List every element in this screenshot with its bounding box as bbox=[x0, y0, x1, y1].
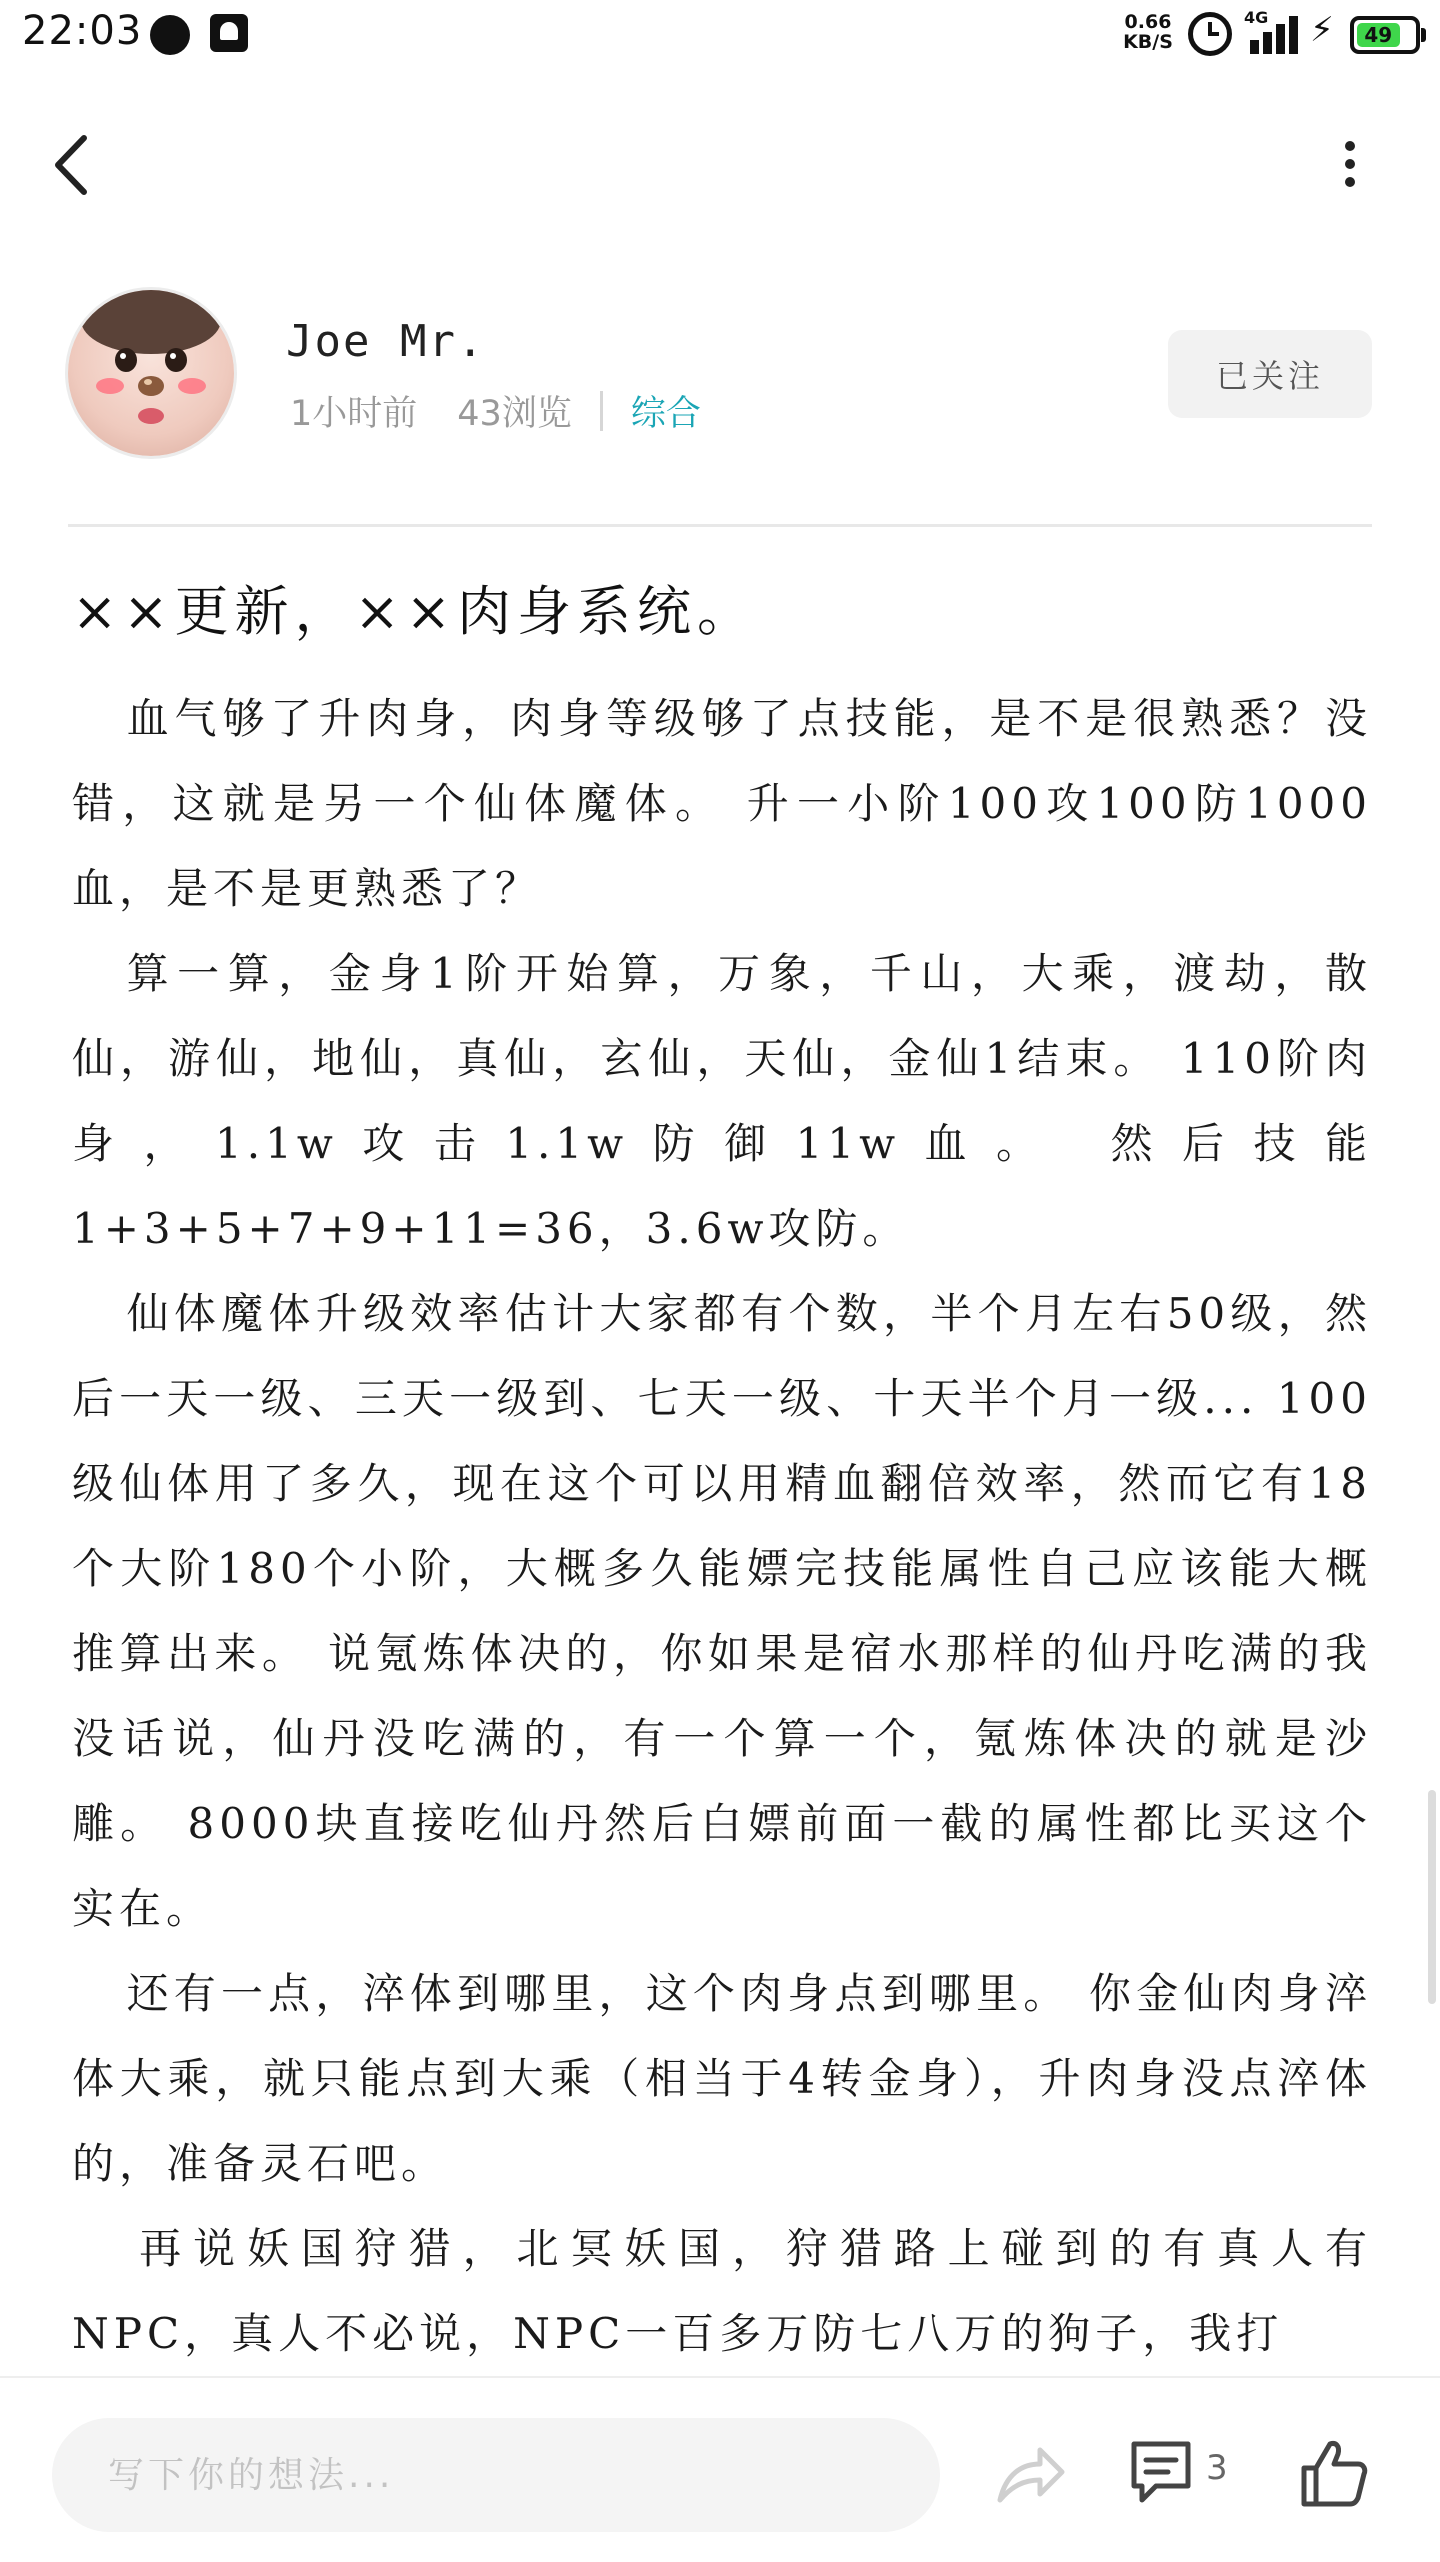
notification-dot-icon bbox=[150, 15, 190, 55]
thumbs-up-icon bbox=[1294, 2430, 1374, 2516]
author-name[interactable]: Joe Mr. bbox=[286, 316, 486, 367]
article-paragraph: 算一算，金身1阶开始算，万象，千山，大乘，渡劫，散仙，游仙，地仙，真仙，玄仙，天仙，金仙1结束。 110阶肉身，1.1w攻击1.1w防御11w血。 然后技能1+3+5+7+9+11=36，3.6w攻防。 bbox=[72, 949, 1372, 1253]
share-button[interactable] bbox=[990, 2434, 1070, 2514]
status-bar bbox=[0, 0, 1440, 70]
comment-icon bbox=[1126, 2430, 1196, 2516]
scrollbar-thumb[interactable] bbox=[1428, 1790, 1436, 2004]
article-paragraph: 还有一点，淬体到哪里，这个肉身点到哪里。 你金仙肉身淬体大乘，就只能点到大乘（相当于4转金身），升肉身没点淬体的，准备灵石吧。 bbox=[72, 1969, 1372, 2188]
post-category[interactable]: 综合 bbox=[630, 394, 701, 434]
comments-button[interactable] bbox=[1126, 2430, 1256, 2516]
article-body bbox=[72, 676, 1372, 2376]
back-button[interactable] bbox=[40, 120, 110, 210]
article-paragraph: 仙体魔体升级效率估计大家都有个数，半个月左右50级，然后一天一级、三天一级到、七天一级、十天半个月一级... 100级仙体用了多久，现在这个可以用精血翻倍效率，然而它有18个大阶180个小阶，大概多久能嫖完技能属性自己应该能大概推算出来。 说氪炼体决的，你如果是宿水那样的仙丹吃满的我没话说，仙丹没吃满的，有一个算一个，氪炼体决的就是沙雕。 8000块直接吃仙丹然后白嫖前面一截的属性都比买这个实在。 bbox=[72, 1289, 1372, 1933]
signal-bar bbox=[1276, 24, 1285, 54]
signal-bar bbox=[1289, 16, 1298, 54]
signal-icon bbox=[1244, 8, 1304, 54]
network-type: 4G bbox=[1244, 8, 1269, 27]
notification-app-icon bbox=[210, 14, 248, 52]
meta-divider bbox=[600, 391, 603, 431]
status-time: 22:03 bbox=[22, 8, 143, 54]
header-divider bbox=[68, 524, 1372, 527]
article-paragraph: 血气够了升肉身，肉身等级够了点技能，是不是很熟悉？没错，这就是另一个仙体魔体。 升一小阶100攻100防1000血，是不是更熟悉了？ bbox=[72, 694, 1372, 913]
battery-icon bbox=[1350, 16, 1420, 54]
share-icon bbox=[990, 2434, 1070, 2514]
comment-input[interactable] bbox=[52, 2418, 940, 2532]
avatar-face-image bbox=[68, 290, 234, 456]
network-speed bbox=[1118, 12, 1178, 52]
post-time: 1小时前 bbox=[290, 394, 418, 434]
network-speed-value: 0.66 bbox=[1124, 11, 1172, 33]
network-speed-unit: KB/S bbox=[1123, 31, 1173, 53]
charging-icon: ⚡ bbox=[1310, 10, 1334, 50]
follow-button[interactable]: 已关注 bbox=[1168, 330, 1372, 418]
comments-count: 3 bbox=[1206, 2448, 1228, 2488]
alarm-clock-icon bbox=[1188, 12, 1232, 56]
signal-bar bbox=[1263, 32, 1272, 54]
avatar[interactable] bbox=[68, 290, 234, 456]
post-views: 43浏览 bbox=[457, 394, 572, 434]
article-paragraph: 再说妖国狩猎，北冥妖国，狩猎路上碰到的有真人有NPC，真人不必说，NPC一百多万防七八万的狗子，我打 bbox=[72, 2224, 1372, 2358]
more-options-button[interactable] bbox=[1320, 130, 1380, 200]
battery-level: 49 bbox=[1357, 23, 1400, 47]
post-meta bbox=[290, 386, 701, 436]
bottom-action-bar bbox=[0, 2376, 1440, 2562]
chevron-left-icon bbox=[40, 120, 110, 210]
like-button[interactable] bbox=[1294, 2430, 1374, 2516]
article-title: ××更新，××肉身系统。 bbox=[72, 580, 757, 643]
more-vertical-icon bbox=[1320, 130, 1380, 200]
signal-bar bbox=[1250, 40, 1259, 54]
